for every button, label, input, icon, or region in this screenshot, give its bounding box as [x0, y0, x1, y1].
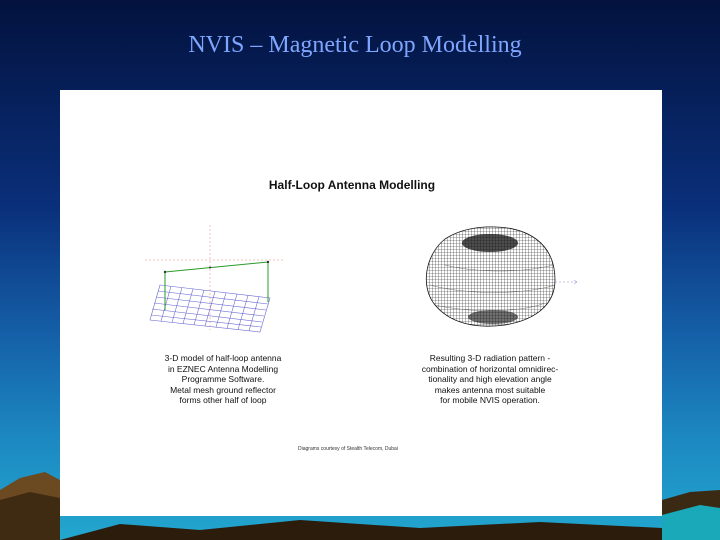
half-loop-model-diagram	[140, 220, 290, 340]
slide-title: NVIS – Magnetic Loop Modelling	[188, 32, 522, 58]
figure-title: Half-Loop Antenna Modelling	[268, 178, 436, 192]
figure-panel	[60, 90, 662, 516]
pattern-caption: Resulting 3-D radiation pattern - combination of horizontal omnidirec- tionality and high elevation angle makes antenna most suitable for mobile NVIS operation.	[421, 353, 559, 405]
radiation-pattern-diagram	[405, 225, 585, 335]
figure-credit: Diagrams courtesy of Stealth Telecom, Dubai	[298, 446, 398, 452]
model-caption: 3-D model of half-loop antenna in EZNEC Antenna Modelling Programme Software. Metal mesh ground reflector forms other half of loop	[164, 353, 282, 405]
